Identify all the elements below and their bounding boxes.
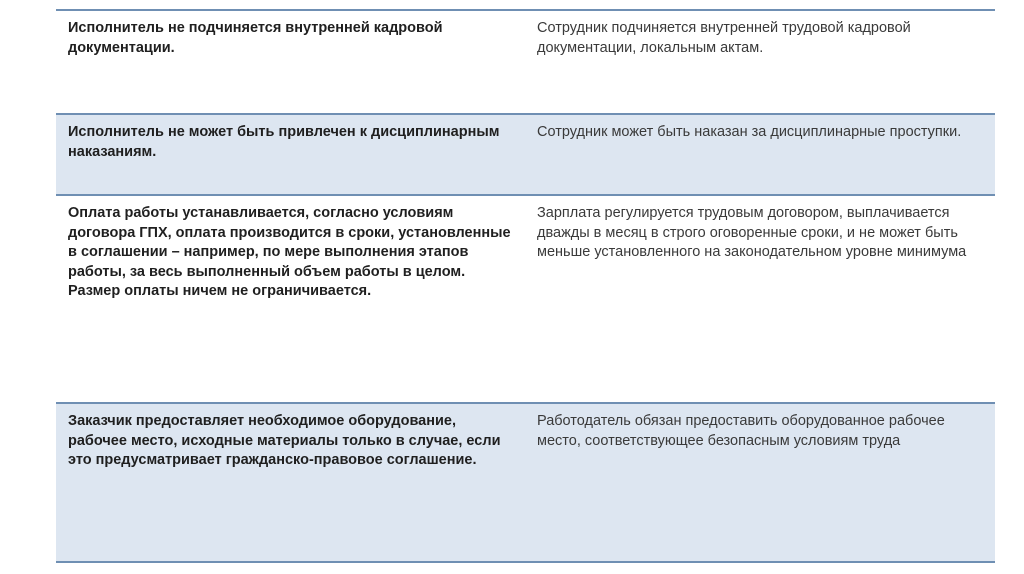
contractor-cell: Исполнитель не подчиняется внутренней кадровой документации.	[68, 20, 443, 56]
contractor-cell: Исполнитель не может быть привлечен к дисциплинарным наказаниям.	[68, 124, 500, 160]
table-row	[56, 196, 995, 404]
comparison-table	[56, 9, 995, 563]
employee-cell: Сотрудник подчиняется внутренней трудовой кадровой документации, локальным актам.	[537, 20, 911, 56]
table-row	[56, 404, 995, 563]
employee-cell: Сотрудник может быть наказан за дисциплинарные проступки.	[537, 124, 962, 140]
table-row	[56, 11, 995, 115]
table-row	[56, 115, 995, 196]
contractor-cell: Оплата работы устанавливается, согласно условиям договора ГПХ, оплата производится в сроки, установленные в соглашении – например, по мере выполнения этапов работы, за весь выполненный объем работы в целом. Размер оплаты ничем не ограничивается.	[68, 205, 511, 299]
employee-cell: Работодатель обязан предоставить оборудованное рабочее место, соответствующее безопасным условиям труда	[537, 413, 945, 449]
contractor-cell: Заказчик предоставляет необходимое оборудование, рабочее место, исходные материалы только в случае, если это предусматривает гражданско-правовое соглашение.	[68, 413, 501, 468]
employee-cell: Зарплата регулируется трудовым договором, выплачивается дважды в месяц в строго оговоренные сроки, и не может быть меньше установленного на законодательном уровне минимума	[537, 205, 967, 260]
